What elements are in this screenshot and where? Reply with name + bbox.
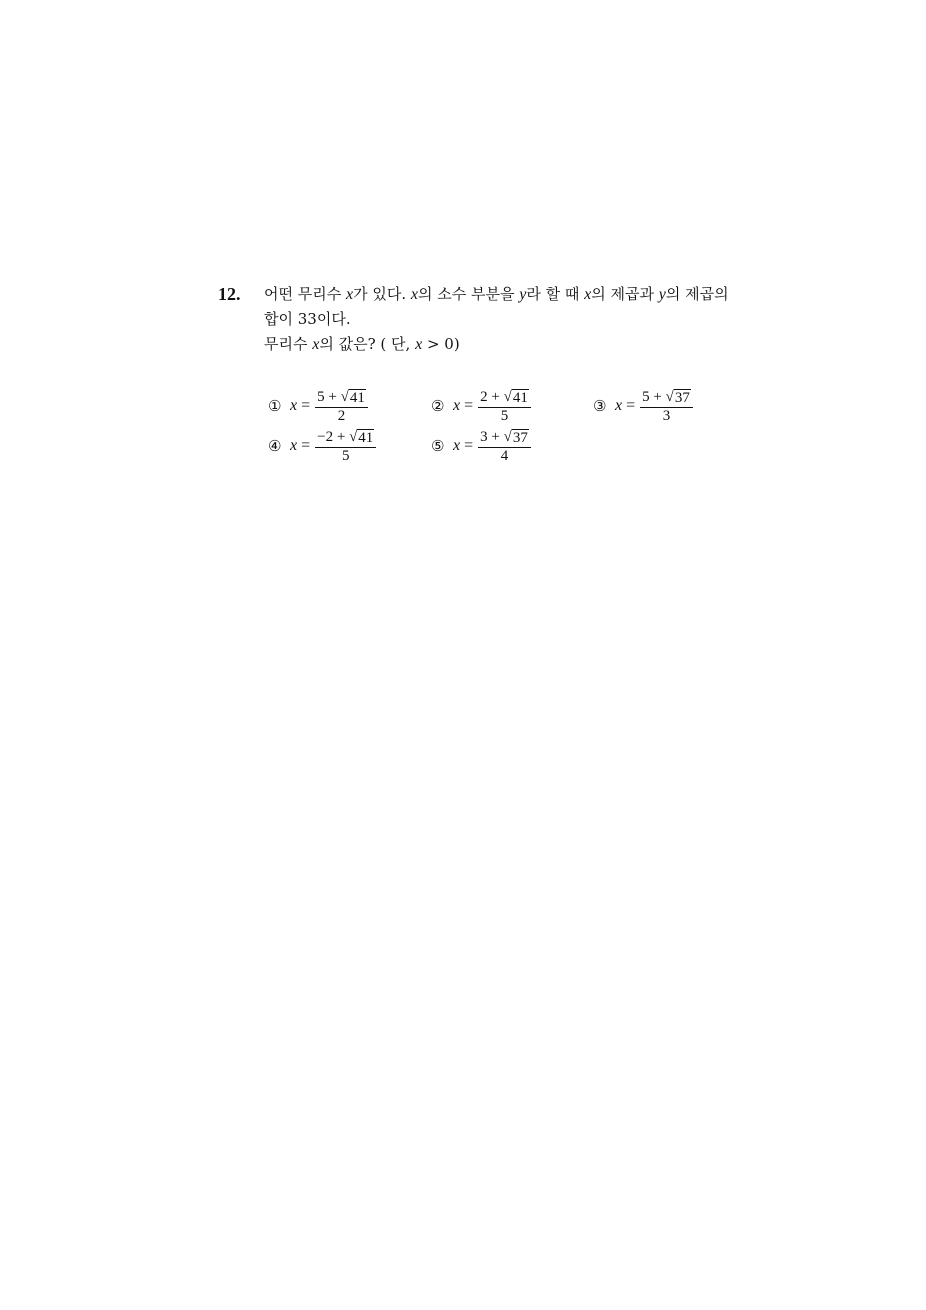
fraction-denominator: 4 [500,447,509,464]
radicand: 41 [358,429,374,446]
fraction-denominator: 5 [500,407,509,424]
radical-sign: √ [665,388,674,405]
radical-sign: √ [503,428,512,445]
choice-marker: ④ [268,437,282,455]
choice-marker: ① [268,397,282,415]
question-line-1 [264,282,784,307]
text-segment: > 0) [422,335,460,353]
text-segment: 의 제곱의 [665,285,729,303]
math-variable: y [658,286,666,303]
fraction-denominator: 5 [341,447,350,464]
equals-sign: = [464,437,474,454]
square-root [504,429,529,446]
equals-sign: = [626,397,636,414]
text-segment: 무리수 [264,335,313,353]
math-variable: x [453,437,461,454]
radical-sign: √ [340,388,349,405]
math-variable: x [415,336,423,353]
choice-5[interactable] [431,426,531,466]
fraction-numerator [640,388,693,408]
answer-choices [268,386,768,476]
math-variable: x [584,286,592,303]
radicand: 37 [512,429,528,446]
square-root [504,389,529,406]
equals-sign: = [301,397,311,414]
square-root [666,389,691,406]
question-text [264,282,784,357]
question-number: 12. [218,284,241,304]
choice-marker: ③ [593,397,607,415]
text-segment: 가 있다. [353,285,411,303]
choice-4[interactable] [268,426,376,466]
choice-marker: ② [431,397,445,415]
question-line-3 [264,332,784,357]
radical-sign: √ [503,388,512,405]
text-segment: 어떤 무리수 [264,285,346,303]
math-variable: y [519,286,527,303]
numerator-term: 5 + [642,388,666,405]
fraction-numerator [315,388,368,408]
fraction [640,388,693,425]
fraction [315,428,376,465]
fraction [315,388,368,425]
radicand: 41 [512,389,528,406]
fraction [478,428,531,465]
math-variable: x [312,336,320,353]
radicand: 37 [674,389,690,406]
math-variable: x [615,397,623,414]
fraction-numerator [478,388,531,408]
text-segment: 의 값은? ( 단, [319,335,416,353]
math-variable: x [410,286,418,303]
radical-sign: √ [349,428,358,445]
text-segment: 의 제곱과 [591,285,659,303]
choice-2[interactable] [431,386,531,426]
numerator-term: 3 + [480,428,504,445]
math-variable: x [290,437,298,454]
fraction [478,388,531,425]
fraction-numerator [478,428,531,448]
math-variable: x [453,397,461,414]
text-segment: 의 소수 부분을 [418,285,520,303]
fraction-denominator: 3 [662,407,671,424]
square-root [349,429,374,446]
equals-sign: = [301,437,311,454]
question-line-2: 합이 33이다. [264,310,351,328]
fraction-denominator: 2 [337,407,346,424]
fraction-numerator [315,428,376,448]
text-segment: 라 할 때 [526,285,585,303]
numerator-term: 5 + [317,388,341,405]
math-variable: x [346,286,354,303]
numerator-term: −2 + [317,428,350,445]
radicand: 41 [349,389,365,406]
numerator-term: 2 + [480,388,504,405]
choice-marker: ⑤ [431,437,445,455]
square-root [341,389,366,406]
math-variable: x [290,397,298,414]
choice-3[interactable] [593,386,693,426]
choice-1[interactable] [268,386,368,426]
equals-sign: = [464,397,474,414]
